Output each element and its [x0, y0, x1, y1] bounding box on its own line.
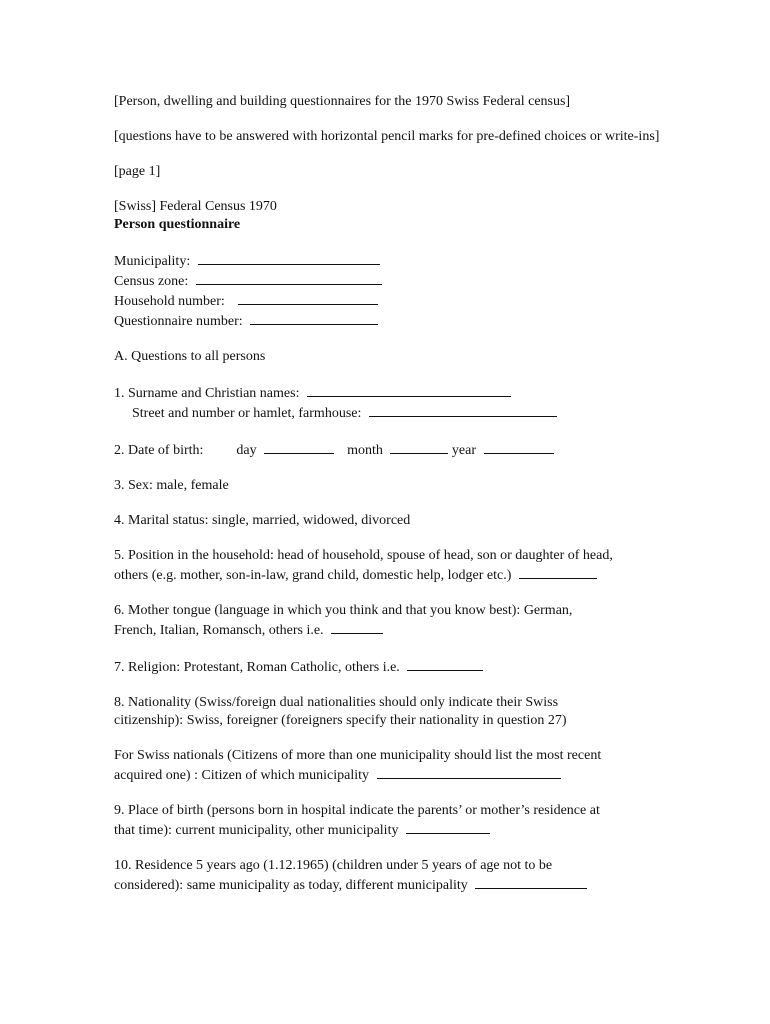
census-zone-blank[interactable] [196, 271, 382, 285]
question-10-line2 [114, 875, 674, 895]
question-1-street-label: Street and number or hamlet, farmhouse: [132, 406, 362, 421]
question-1-street [114, 403, 674, 423]
question-5-line1: 5. Position in the household: head of household, spouse of head, son or daughter of head, [114, 548, 613, 563]
year-label: year [451, 443, 477, 458]
question-5 [114, 547, 674, 585]
question-10-line1: 10. Residence 5 years ago (1.12.1965) (children under 5 years of age not to be [114, 858, 553, 873]
document-title: [Person, dwelling and building questionnaires for the 1970 Swiss Federal census] [114, 94, 571, 109]
instructions-note: [questions have to be answered with horizontal pencil marks for pre-defined choices or write-ins] [114, 129, 660, 144]
question-7-label: 7. Religion: Protestant, Roman Catholic, others i.e. [114, 660, 400, 675]
birth-municipality-blank[interactable] [406, 820, 490, 834]
household-number-field [114, 291, 674, 311]
question-9-line1: 9. Place of birth (persons born in hospital indicate the parents’ or mother’s residence at [114, 803, 600, 818]
year-blank[interactable] [484, 440, 554, 454]
residence-municipality-blank[interactable] [475, 875, 587, 889]
form-title-block [114, 198, 674, 234]
question-9-other-municipality-label: that time): current municipality, other municipality [114, 823, 399, 838]
census-zone-label: Census zone: [114, 274, 189, 289]
municipality-field [114, 251, 674, 271]
question-6-line2 [114, 620, 674, 640]
mother-tongue-others-blank[interactable] [331, 620, 383, 634]
household-number-blank[interactable] [238, 291, 378, 305]
question-5-line2 [114, 565, 674, 585]
question-8 [114, 694, 674, 730]
household-position-others-blank[interactable] [519, 565, 597, 579]
swiss-nationals-line1: For Swiss nationals (Citizens of more than one municipality should list the most recent [114, 748, 602, 763]
question-7 [114, 657, 674, 677]
census-zone-field [114, 271, 674, 291]
question-2 [114, 440, 674, 460]
question-1-names-label: 1. Surname and Christian names: [114, 386, 300, 401]
question-5-others-label: others (e.g. mother, son-in-law, grand child, domestic help, lodger etc.) [114, 568, 512, 583]
form-title-census: [Swiss] Federal Census 1970 [114, 199, 277, 214]
question-1 [114, 383, 674, 423]
section-a-heading: A. Questions to all persons [114, 349, 266, 364]
question-2-label: 2. Date of birth: [114, 443, 204, 458]
question-6 [114, 602, 674, 640]
citizen-municipality-label: acquired one) : Citizen of which municipality [114, 768, 370, 783]
question-1-names [114, 383, 674, 403]
question-6-line1: 6. Mother tongue (language in which you think and that you know best): German, [114, 603, 573, 618]
swiss-nationals-line2 [114, 765, 674, 785]
question-8-line1: 8. Nationality (Swiss/foreign dual nationalities should only indicate their Swiss [114, 695, 559, 710]
question-10-different-municipality-label: considered): same municipality as today, different municipality [114, 878, 468, 893]
form-title-person-questionnaire: Person questionnaire [114, 217, 241, 232]
question-8-line2: citizenship): Swiss, foreigner (foreigners specify their nationality in question 27) [114, 713, 567, 728]
questionnaire-number-field [114, 311, 674, 331]
question-9 [114, 802, 674, 840]
household-number-label: Household number: [114, 294, 225, 309]
municipality-label: Municipality: [114, 254, 191, 269]
municipality-blank[interactable] [198, 251, 380, 265]
questionnaire-number-blank[interactable] [250, 311, 378, 325]
question-4: 4. Marital status: single, married, widowed, divorced [114, 513, 411, 528]
question-3: 3. Sex: male, female [114, 478, 229, 493]
question-6-others-label: French, Italian, Romansch, others i.e. [114, 623, 324, 638]
day-blank[interactable] [264, 440, 334, 454]
question-9-line2 [114, 820, 674, 840]
question-10 [114, 857, 674, 895]
names-blank[interactable] [307, 383, 511, 397]
identification-fields [114, 251, 674, 331]
month-label: month [347, 443, 383, 458]
street-blank[interactable] [369, 403, 557, 417]
questionnaire-number-label: Questionnaire number: [114, 314, 243, 329]
document-page [114, 93, 674, 912]
page-label: [page 1] [114, 164, 161, 179]
swiss-nationals-question [114, 747, 674, 785]
month-blank[interactable] [390, 440, 448, 454]
religion-others-blank[interactable] [407, 657, 483, 671]
citizen-municipality-blank[interactable] [377, 765, 561, 779]
day-label: day [236, 443, 257, 458]
